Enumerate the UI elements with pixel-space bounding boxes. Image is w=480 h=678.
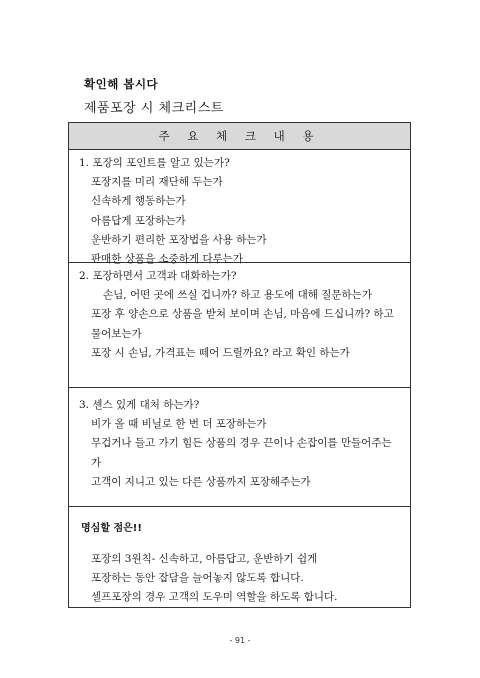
list-item: 아름답게 포장하는가 [91, 214, 186, 227]
list-item: 포장 시 손님, 가격표는 떼어 드릴까요? 라고 확인 하는가 [91, 346, 350, 359]
table-header: 주 요 체 크 내 용 [69, 123, 410, 150]
checklist-section-1 [69, 154, 410, 266]
list-item: 무겁거나 들고 가기 힘든 상품의 경우 끈이나 손잡이를 만들어주는가 [91, 437, 392, 469]
list-item: 포장 후 양손으로 상품을 받쳐 보이며 손님, 마음에 드십니까? 하고 물어보는가 [91, 308, 394, 340]
list-item: 포장지를 미리 재단해 두는가 [91, 176, 223, 189]
section-question: 3. 센스 있게 대처 하는가? [79, 399, 200, 411]
note-line: 포장하는 동안 잡담을 늘어놓지 않도록 합니다. [91, 572, 304, 585]
list-item: 신속하게 행동하는가 [91, 195, 186, 208]
page-number: - 91 - [229, 636, 251, 645]
note-box [69, 519, 410, 636]
note-line: 포장의 3원칙- 신속하고, 아름답고, 운반하기 쉽게 [91, 553, 318, 566]
checklist-section-2 [69, 267, 410, 388]
section-question: 2. 포장하면서 고객과 대화하는가? [79, 270, 237, 282]
note-line: 셀프포장의 경우 고객의 도우미 역할을 하도록 합니다. [91, 591, 338, 604]
section-question: 1. 포장의 포인트를 알고 있는가? [79, 157, 230, 169]
list-item: 고객이 지니고 있는 다른 상품까지 포장해주는가 [91, 475, 311, 488]
section-heading: 확인해 봅시다 [84, 77, 159, 91]
checklist-title: 제품포장 시 체크리스트 [84, 101, 224, 116]
checklist-table [68, 122, 411, 608]
list-item: 비가 올 때 비닐로 한 번 더 포장하는가 [91, 418, 267, 431]
note-title: 명심할 점은!! [81, 523, 142, 534]
list-item: 운반하기 편리한 포장법을 사용 하는가 [91, 233, 267, 246]
checklist-section-3 [69, 396, 410, 507]
list-item: 손님, 어떤 곳에 쓰실 겁니까? 하고 용도에 대해 질문하는가 [103, 289, 372, 302]
list-item: 판매한 상품을 소중하게 다루는가 [91, 253, 244, 266]
